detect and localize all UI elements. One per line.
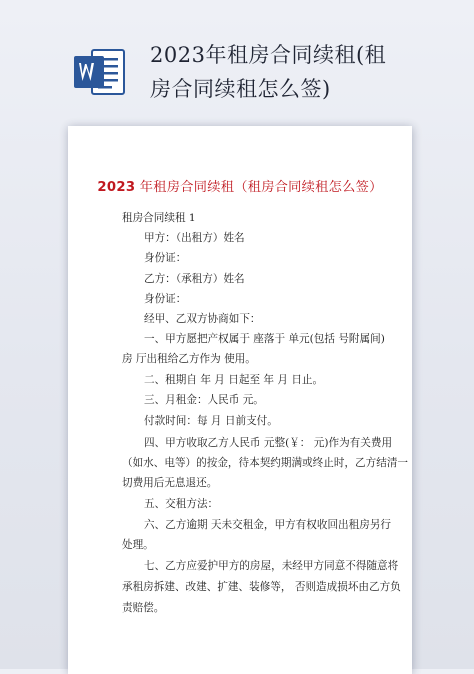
- doc-line: 三、月租金：人民币 元。: [144, 394, 264, 406]
- page-title: [150, 38, 450, 106]
- doc-line: 五、交租方法：: [144, 498, 219, 510]
- document-title-text: 年租房合同续租（租房合同续租怎么签）: [135, 180, 383, 195]
- doc-line: 六、乙方逾期 天未交租金，甲方有权收回出租房另行: [144, 519, 392, 531]
- page-title-line-1: 2023年租房合同续租(租: [150, 43, 387, 67]
- doc-line: 四、甲方收取乙方人民币 元整(￥： 元)作为有关费用: [144, 437, 393, 449]
- doc-line: 身份证：: [144, 252, 187, 264]
- doc-line: 切费用后无息退还。: [122, 477, 218, 489]
- doc-line: 租房合同续租 1: [122, 212, 196, 224]
- doc-line: 身份证：: [144, 293, 187, 305]
- doc-line: 承租房拆建、改建、扩建、装修等， 否则造成损坏由乙方负: [122, 581, 401, 593]
- doc-line: 经甲、乙双方协商如下：: [144, 313, 261, 325]
- doc-line: 一、甲方愿把产权属于 座落于 单元(包括 号附属间): [144, 333, 385, 345]
- doc-line: 乙方：（承租方）姓名: [144, 273, 245, 285]
- doc-line: 责赔偿。: [122, 602, 165, 614]
- doc-line: （如水、电等）的按金，待本契约期满或终止时，乙方结清一: [122, 457, 409, 469]
- doc-line: 付款时间：每 月 日前支付。: [144, 415, 278, 427]
- doc-line: 房 厅出租给乙方作为 使用。: [122, 353, 256, 365]
- document-page: [68, 126, 412, 674]
- page-title-line-2: 房合同续租怎么签): [150, 77, 331, 101]
- word-document-icon: [72, 44, 128, 100]
- doc-line: 处理。: [122, 539, 154, 551]
- document-title-year: 2023: [97, 180, 136, 195]
- document-title: [68, 176, 412, 195]
- doc-line: 七、乙方应爱护甲方的房屋，未经甲方同意不得随意将: [144, 560, 399, 572]
- doc-line: 二、租期自 年 月 日起至 年 月 日止。: [144, 374, 324, 386]
- doc-line: 甲方：（出租方）姓名: [144, 232, 245, 244]
- header: [0, 0, 474, 120]
